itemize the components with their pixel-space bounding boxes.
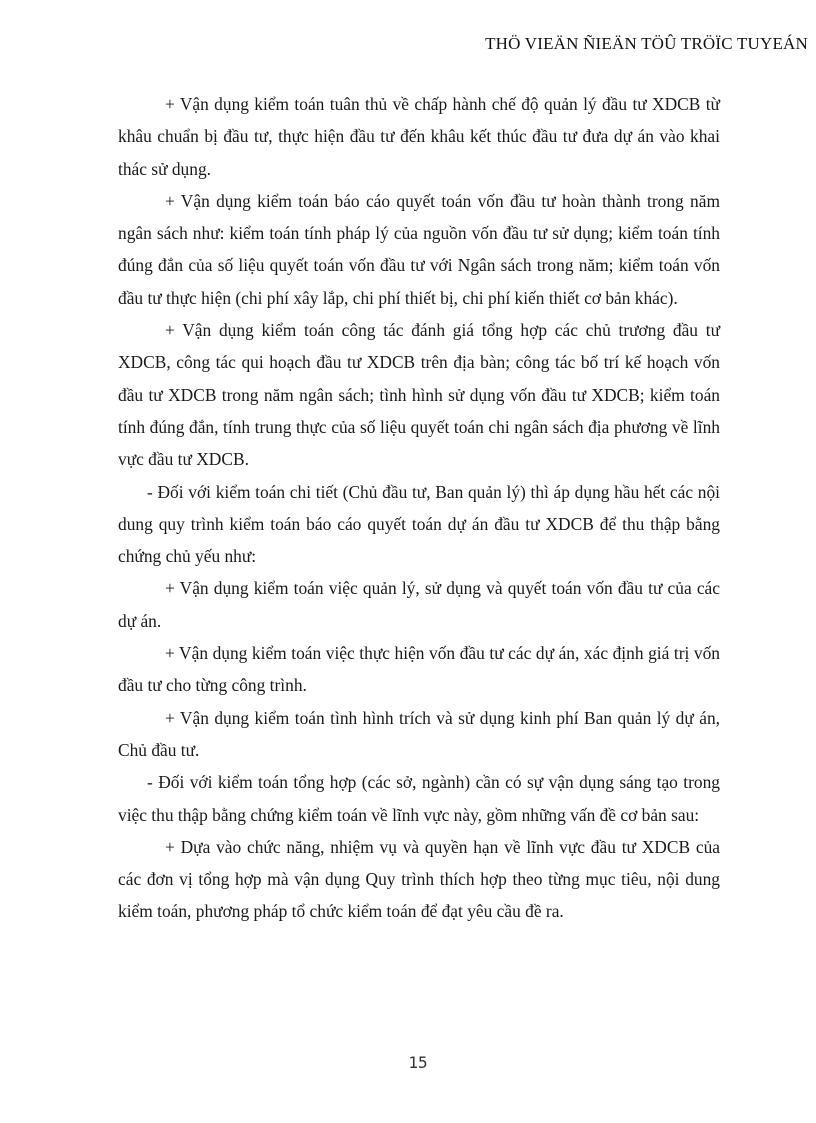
page-header: THÖ VIEÄN ÑIEÄN TÖÛ TRÖÏC TUYEÁN [485, 34, 808, 53]
page-number: 15 [408, 1053, 428, 1072]
paragraph-capital-management: + Vận dụng kiểm toán việc quản lý, sử dụng và quyết toán vốn đầu tư của các dự án. [118, 578, 720, 631]
paragraph-detailed-audit: - Đối với kiểm toán chi tiết (Chủ đầu tư, Ban quản lý) thì áp dụng hầu hết các nội dung quy trình kiểm toán báo cáo quyết toán dự án đầu tư XDCB để thu thập bằng chứng chủ yếu như: [118, 481, 720, 567]
paragraph-aggregate-audit: - Đối với kiểm toán tổng hợp (các sở, ngành) cần có sự vận dụng sáng tạo trong việc thu thập bằng chứng kiểm toán về lĩnh vực này, gồm những vấn đề cơ bản sau: [118, 772, 720, 825]
body-text [118, 88, 720, 928]
paragraph-management-fees: + Vận dụng kiểm toán tình hình trích và sử dụng kinh phí Ban quản lý dự án, Chủ đầu tư. [118, 707, 720, 760]
paragraph-general-assessment: + Vận dụng kiểm toán công tác đánh giá tổng hợp các chủ trương đầu tư XDCB, công tác qui hoạch đầu tư XDCB trên địa bàn; công tác bố trí kế hoạch vốn đầu tư XDCB trong năm ngân sách; tình hình sử dụng vốn đầu tư XDCB; kiểm toán tính đúng đắn, tính trung thực của số liệu quyết toán chi ngân sách địa phương về lĩnh vực đầu tư XDCB. [118, 320, 720, 470]
paragraph-capital-implementation: + Vận dụng kiểm toán việc thực hiện vốn đầu tư các dự án, xác định giá trị vốn đầu tư cho từng công trình. [118, 643, 720, 696]
paragraph-settlement-audit: + Vận dụng kiểm toán báo cáo quyết toán vốn đầu tư hoàn thành trong năm ngân sách như: kiểm toán tính pháp lý của nguồn vốn đầu tư sử dụng; kiểm toán tính đúng đắn của số liệu quyết toán vốn đầu tư với Ngân sách trong năm; kiểm toán vốn đầu tư thực hiện (chi phí xây lắp, chi phí thiết bị, chi phí kiến thiết cơ bản khác). [118, 190, 720, 308]
paragraph-compliance-audit: + Vận dụng kiểm toán tuân thủ về chấp hành chế độ quản lý đầu tư XDCB từ khâu chuẩn bị đầu tư, thực hiện đầu tư đến khâu kết thúc đầu tư đưa dự án vào khai thác sử dụng. [118, 94, 720, 179]
paragraph-functions-based: + Dựa vào chức năng, nhiệm vụ và quyền hạn về lĩnh vực đầu tư XDCB của các đơn vị tổng hợp mà vận dụng Quy trình thích hợp theo từng mục tiêu, nội dung kiểm toán, phương pháp tổ chức kiểm toán để đạt yêu cầu đề ra. [118, 836, 720, 922]
